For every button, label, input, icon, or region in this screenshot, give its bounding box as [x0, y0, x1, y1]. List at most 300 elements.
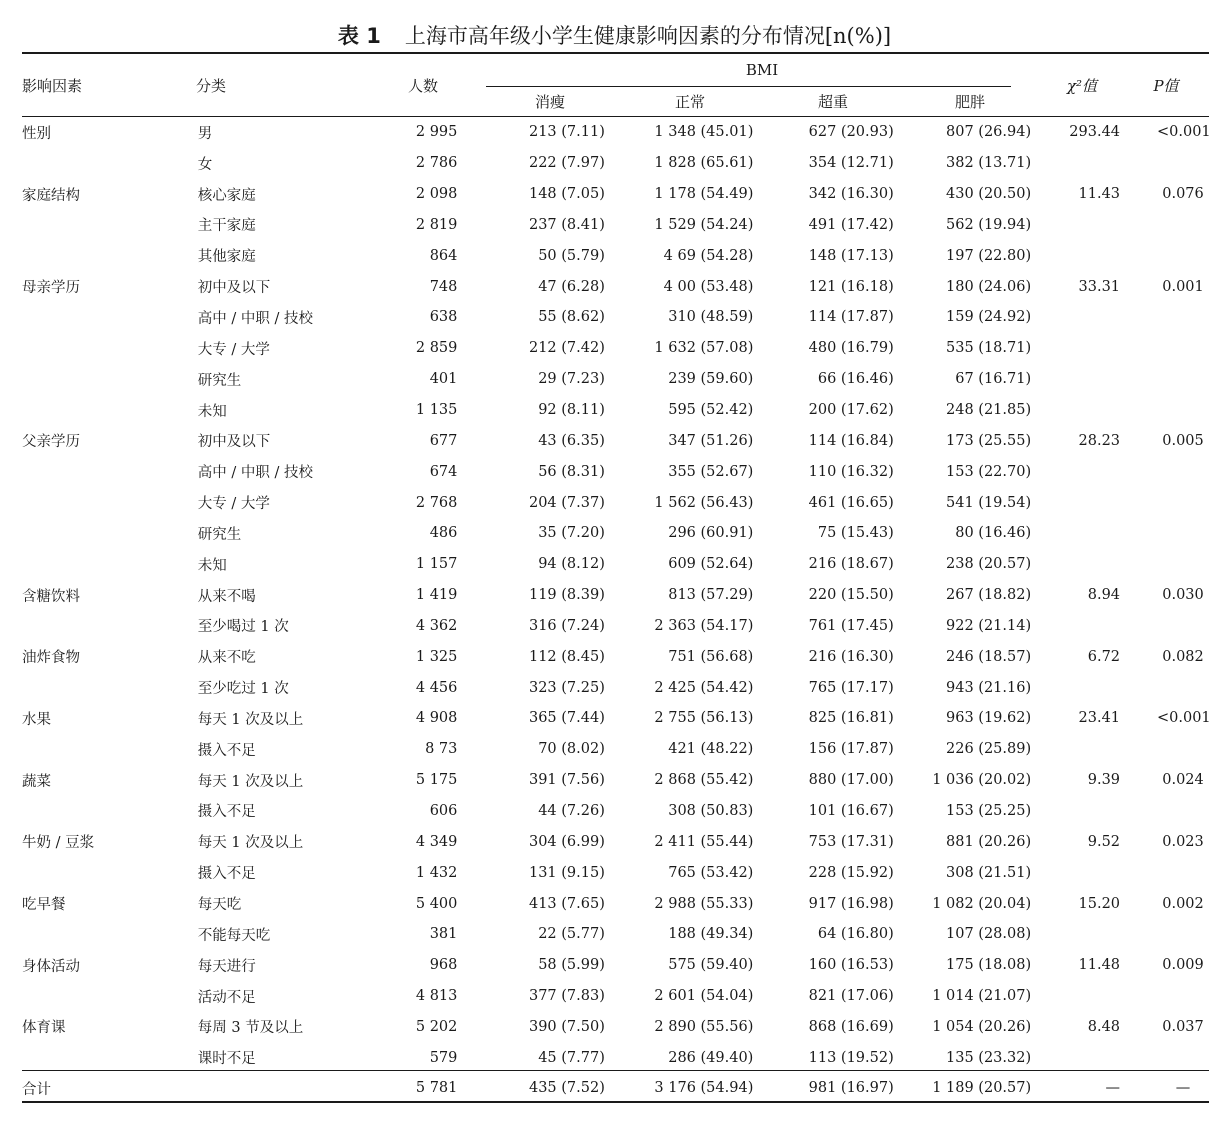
cell-over: 627 (20.93) — [808, 124, 894, 141]
cell-chi: 293.44 — [1069, 124, 1121, 141]
table-row — [22, 271, 1209, 302]
cell-normal: 813 (57.29) — [668, 587, 754, 604]
cell-count: 4 349 — [415, 833, 458, 850]
cell-over: 491 (17.42) — [808, 216, 894, 233]
cell-thin: 304 (6.99) — [528, 833, 605, 850]
table-row — [22, 703, 1209, 734]
cell-over: 461 (16.65) — [808, 494, 894, 511]
p-value: <0.001 — [1157, 710, 1211, 727]
cell-over: 342 (16.30) — [808, 186, 894, 203]
cell-chi: 23.41 — [1078, 710, 1121, 727]
cell-obese: 267 (18.82) — [946, 587, 1032, 604]
cell-chi — [1031, 734, 1120, 765]
cell-obese: 807 (26.94) — [946, 124, 1032, 141]
cell-obese: 159 (24.92) — [946, 309, 1032, 326]
p-value: 0.037 — [1162, 1018, 1204, 1035]
cell-obese: 943 (21.16) — [946, 679, 1032, 696]
cell-obese: 246 (18.57) — [946, 648, 1032, 665]
cell-thin: 56 (8.31) — [538, 463, 605, 480]
cell-over: 354 (12.71) — [808, 155, 894, 172]
cell-count: 2 786 — [415, 155, 458, 172]
cell-thin: 435 (7.52) — [528, 1080, 605, 1097]
cell-p — [1120, 179, 1209, 210]
cell-factor: 身体活动 — [22, 958, 80, 975]
table-row — [22, 1042, 1209, 1073]
cell-over: 156 (17.87) — [808, 741, 894, 758]
cell-count: 864 — [429, 247, 458, 264]
cell-p — [1120, 888, 1209, 919]
cell-factor — [22, 395, 198, 426]
cell-over: 75 (15.43) — [817, 525, 894, 542]
cell-thin: 390 (7.50) — [528, 1018, 605, 1035]
cell-cat: 每天吃 — [197, 897, 242, 914]
table-row — [22, 641, 1209, 672]
cell-obese: 541 (19.54) — [946, 494, 1032, 511]
cell-chi: 15.20 — [1078, 895, 1121, 912]
total-row — [22, 1073, 1209, 1103]
cell-obese: 197 (22.80) — [946, 247, 1032, 264]
cell-cat: 高中 / 中职 / 技校 — [197, 310, 313, 327]
cell-thin: 413 (7.65) — [528, 895, 605, 912]
cell-p — [1120, 456, 1209, 487]
cell-cat: 研究生 — [197, 372, 242, 389]
cell-obese: 382 (13.71) — [946, 155, 1032, 172]
cell-thin: 377 (7.83) — [528, 988, 605, 1005]
cell-cat: 研究生 — [197, 526, 242, 543]
cell-chi — [1031, 518, 1120, 549]
cell-factor: 母亲学历 — [22, 280, 80, 297]
cell-p — [1120, 611, 1209, 642]
cell-cat: 每周 3 节及以上 — [197, 1020, 304, 1037]
cell-p — [1120, 487, 1209, 518]
cell-factor — [22, 518, 198, 549]
table-title: 上海市高年级小学生健康影响因素的分布情况[n(%)] — [404, 24, 892, 48]
cell-chi: 6.72 — [1087, 648, 1121, 665]
cell-obese: 153 (22.70) — [946, 463, 1032, 480]
cell-factor: 水果 — [22, 711, 51, 728]
cell-p — [1120, 796, 1209, 827]
cell-p — [1120, 333, 1209, 364]
header-obese: 肥胖 — [954, 93, 986, 111]
p-value: 0.023 — [1162, 833, 1204, 850]
data-table — [22, 117, 1209, 1103]
cell-count: 2 819 — [415, 216, 458, 233]
header-count: 人数 — [408, 77, 439, 95]
cell-normal: 575 (59.40) — [668, 957, 754, 974]
table-row — [22, 580, 1209, 611]
cell-factor — [22, 549, 198, 580]
cell-normal: 4 00 (53.48) — [663, 278, 754, 295]
cell-count: 2 098 — [415, 186, 458, 203]
cell-count: 5 781 — [415, 1080, 458, 1097]
cell-thin: 58 (5.99) — [538, 957, 605, 974]
table-row — [22, 210, 1209, 241]
cell-over: 220 (15.50) — [808, 587, 894, 604]
cell-normal: 1 529 (54.24) — [654, 216, 754, 233]
cell-cat: 初中及以下 — [197, 280, 271, 297]
table-row — [22, 425, 1209, 456]
table-row — [22, 611, 1209, 642]
cell-factor: 家庭结构 — [22, 187, 80, 204]
cell-p — [1120, 857, 1209, 888]
cell-p — [1120, 826, 1209, 857]
cell-normal: 1 828 (65.61) — [654, 155, 754, 172]
cell-p — [1120, 425, 1209, 456]
cell-thin: 148 (7.05) — [528, 186, 605, 203]
table-row — [22, 302, 1209, 333]
cell-factor — [22, 210, 198, 241]
cell-factor — [22, 302, 198, 333]
cell-cat: 未知 — [197, 403, 227, 420]
cell-thin: 70 (8.02) — [538, 741, 605, 758]
table-row — [22, 857, 1209, 888]
cell-count: 4 362 — [415, 617, 458, 634]
cell-count: 486 — [429, 525, 458, 542]
cell-count: 606 — [429, 802, 458, 819]
cell-normal: 1 178 (54.49) — [654, 186, 754, 203]
cell-p — [1120, 734, 1209, 765]
cell-normal: 2 890 (55.56) — [654, 1018, 754, 1035]
cell-normal: 765 (53.42) — [668, 864, 754, 881]
cell-over: 160 (16.53) — [808, 957, 894, 974]
cell-cat: 活动不足 — [197, 989, 256, 1006]
cell-over: 216 (18.67) — [808, 556, 894, 573]
cell-factor — [22, 1042, 198, 1073]
cell-factor — [22, 981, 198, 1012]
header-bmi: BMI — [745, 61, 779, 79]
cell-chi: 9.39 — [1087, 772, 1121, 789]
cell-p — [1120, 1011, 1209, 1042]
cell-normal: 2 363 (54.17) — [654, 617, 754, 634]
p-value: 0.001 — [1162, 278, 1204, 295]
cell-over: 110 (16.32) — [808, 463, 894, 480]
cell-thin: 92 (8.11) — [538, 402, 605, 419]
cell-count: 5 202 — [415, 1018, 458, 1035]
cell-factor — [22, 487, 198, 518]
cell-obese: 153 (25.25) — [946, 802, 1032, 819]
cell-over: 114 (17.87) — [808, 309, 894, 326]
cell-chi: 8.48 — [1087, 1018, 1121, 1035]
cell-factor — [22, 796, 198, 827]
cell-chi — [1031, 1042, 1120, 1073]
cell-over: 64 (16.80) — [817, 926, 894, 943]
table-caption — [0, 20, 1229, 50]
cell-count: 748 — [429, 278, 458, 295]
cell-factor: 含糖饮料 — [22, 588, 80, 605]
cell-normal: 2 988 (55.33) — [654, 895, 754, 912]
p-value: 0.009 — [1162, 957, 1204, 974]
cell-thin: 391 (7.56) — [528, 772, 605, 789]
cell-chi — [1031, 796, 1120, 827]
cell-cat: 核心家庭 — [197, 187, 256, 204]
cell-obese: 1 054 (20.26) — [932, 1018, 1032, 1035]
table-row — [22, 734, 1209, 765]
cell-factor: 性别 — [22, 125, 51, 142]
cell-obese: 562 (19.94) — [946, 216, 1032, 233]
cell-thin: 213 (7.11) — [528, 124, 605, 141]
cell-factor: 吃早餐 — [22, 897, 66, 914]
cell-thin: 237 (8.41) — [528, 216, 605, 233]
cell-factor: 蔬菜 — [22, 773, 51, 790]
cell-factor: 体育课 — [22, 1020, 66, 1037]
cell-cat: 每天 1 次及以上 — [197, 835, 304, 852]
cell-count: 381 — [429, 926, 458, 943]
cell-thin: 316 (7.24) — [528, 617, 605, 634]
table-row — [22, 950, 1209, 981]
cell-obese: 1 189 (20.57) — [932, 1080, 1032, 1097]
cell-thin: 55 (8.62) — [538, 309, 605, 326]
cell-chi — [1031, 672, 1120, 703]
cell-chi — [1031, 395, 1120, 426]
cell-obese: 248 (21.85) — [946, 402, 1032, 419]
cell-obese: 1 014 (21.07) — [932, 988, 1032, 1005]
table-row — [22, 765, 1209, 796]
cell-chi — [1031, 148, 1120, 179]
p-value: 0.024 — [1162, 772, 1204, 789]
cell-count: 2 995 — [415, 124, 458, 141]
cell-cat: 每天进行 — [197, 958, 256, 975]
cell-count: 5 175 — [415, 772, 458, 789]
cell-obese: 308 (21.51) — [946, 864, 1032, 881]
cell-cat — [198, 1073, 370, 1103]
cell-chi — [1031, 210, 1120, 241]
table-row — [22, 148, 1209, 179]
cell-cat: 大专 / 大学 — [197, 341, 270, 358]
cell-over: 880 (17.00) — [808, 772, 894, 789]
table-row — [22, 518, 1209, 549]
cell-over: 765 (17.17) — [808, 679, 894, 696]
cell-p — [1120, 981, 1209, 1012]
cell-normal: 1 562 (56.43) — [654, 494, 754, 511]
cell-chi: 8.94 — [1087, 587, 1121, 604]
cell-over: 113 (19.52) — [808, 1049, 894, 1066]
table-row — [22, 672, 1209, 703]
cell-factor — [22, 672, 198, 703]
cell-thin: 35 (7.20) — [538, 525, 605, 542]
table-row — [22, 1011, 1209, 1042]
header-thin: 消瘦 — [534, 93, 566, 111]
cell-factor: 油炸食物 — [22, 650, 80, 667]
cell-p — [1120, 240, 1209, 271]
cell-count: 5 400 — [415, 895, 458, 912]
cell-obese: 1 036 (20.02) — [932, 772, 1032, 789]
cell-chi — [1031, 857, 1120, 888]
cell-over: 228 (15.92) — [808, 864, 894, 881]
cell-obese: 226 (25.89) — [946, 741, 1032, 758]
cell-factor — [22, 734, 198, 765]
cell-count: 1 432 — [415, 864, 458, 881]
cell-factor — [22, 333, 198, 364]
cell-obese: 430 (20.50) — [946, 186, 1032, 203]
header-normal: 正常 — [674, 93, 706, 111]
cell-factor: 牛奶 / 豆浆 — [22, 835, 95, 852]
cell-chi: — — [1105, 1080, 1121, 1097]
cell-cat: 至少喝过 1 次 — [197, 619, 289, 636]
p-value: <0.001 — [1157, 124, 1211, 141]
table-body — [22, 117, 1209, 1103]
table-row — [22, 796, 1209, 827]
cell-obese: 238 (20.57) — [946, 556, 1032, 573]
cell-chi — [1031, 611, 1120, 642]
cell-over: 761 (17.45) — [808, 617, 894, 634]
cell-obese: 175 (18.08) — [946, 957, 1032, 974]
cell-p — [1120, 765, 1209, 796]
cell-cat: 至少吃过 1 次 — [197, 681, 289, 698]
cell-obese: 1 082 (20.04) — [932, 895, 1032, 912]
cell-chi: 11.48 — [1078, 957, 1121, 974]
table-row — [22, 487, 1209, 518]
cell-obese: 107 (28.08) — [946, 926, 1032, 943]
cell-factor — [22, 148, 198, 179]
cell-obese: 67 (16.71) — [955, 371, 1032, 388]
table-row — [22, 240, 1209, 271]
table-row — [22, 549, 1209, 580]
cell-over: 101 (16.67) — [808, 802, 894, 819]
cell-cat: 主干家庭 — [197, 218, 256, 235]
cell-over: 148 (17.13) — [808, 247, 894, 264]
cell-over: 480 (16.79) — [808, 340, 894, 357]
cell-factor — [22, 456, 198, 487]
cell-thin: 323 (7.25) — [528, 679, 605, 696]
cell-normal: 751 (56.68) — [668, 648, 754, 665]
cell-count: 401 — [429, 371, 458, 388]
cell-p — [1120, 1042, 1209, 1073]
cell-thin: 119 (8.39) — [528, 587, 605, 604]
table-row — [22, 981, 1209, 1012]
cell-p — [1120, 1073, 1209, 1103]
cell-normal: 4 69 (54.28) — [663, 247, 754, 264]
cell-p — [1120, 641, 1209, 672]
cell-thin: 204 (7.37) — [528, 494, 605, 511]
cell-p — [1120, 549, 1209, 580]
header-chi2: χ²值 — [1066, 77, 1098, 95]
cell-p — [1120, 518, 1209, 549]
header-overweight: 超重 — [817, 93, 849, 111]
table-row — [22, 456, 1209, 487]
cell-cat: 课时不足 — [197, 1051, 256, 1068]
cell-chi: 11.43 — [1078, 186, 1121, 203]
cell-thin: 112 (8.45) — [528, 648, 605, 665]
cell-normal: 1 348 (45.01) — [654, 124, 754, 141]
table-row — [22, 117, 1209, 148]
p-value: — — [1175, 1080, 1191, 1097]
table-number: 表 1 — [337, 24, 381, 48]
cell-factor — [22, 857, 198, 888]
cell-thin: 47 (6.28) — [538, 278, 605, 295]
cell-count: 579 — [429, 1049, 458, 1066]
cell-thin: 29 (7.23) — [538, 371, 605, 388]
cell-normal: 2 425 (54.42) — [654, 679, 754, 696]
cell-p — [1120, 395, 1209, 426]
cell-cat: 未知 — [197, 557, 227, 574]
cell-cat: 男 — [197, 125, 213, 142]
cell-over: 753 (17.31) — [808, 833, 894, 850]
cell-thin: 50 (5.79) — [538, 247, 605, 264]
cell-normal: 3 176 (54.94) — [654, 1080, 754, 1097]
cell-cat: 大专 / 大学 — [197, 496, 270, 513]
cell-obese: 135 (23.32) — [946, 1049, 1032, 1066]
cell-cat: 其他家庭 — [197, 249, 256, 266]
cell-over: 216 (16.30) — [808, 648, 894, 665]
p-value: 0.030 — [1162, 587, 1204, 604]
cell-p — [1120, 210, 1209, 241]
cell-chi: 33.31 — [1078, 278, 1121, 295]
p-value: 0.082 — [1162, 648, 1204, 665]
cell-chi — [1031, 919, 1120, 950]
cell-chi: 28.23 — [1078, 432, 1121, 449]
cell-thin: 94 (8.12) — [538, 556, 605, 573]
header-p: P值 — [1153, 77, 1179, 95]
cell-thin: 222 (7.97) — [528, 155, 605, 172]
cell-obese: 180 (24.06) — [946, 278, 1032, 295]
cell-p — [1120, 364, 1209, 395]
cell-chi — [1031, 302, 1120, 333]
cell-over: 868 (16.69) — [808, 1018, 894, 1035]
cell-thin: 43 (6.35) — [538, 432, 605, 449]
cell-factor: 父亲学历 — [22, 434, 80, 451]
cell-normal: 188 (49.34) — [668, 926, 754, 943]
cell-chi — [1031, 333, 1120, 364]
cell-obese: 173 (25.55) — [946, 432, 1032, 449]
table-row — [22, 395, 1209, 426]
table-row — [22, 888, 1209, 919]
p-value: 0.076 — [1162, 186, 1204, 203]
table-row — [22, 179, 1209, 210]
cell-p — [1120, 271, 1209, 302]
cell-p — [1120, 580, 1209, 611]
cell-cat: 摄入不足 — [197, 804, 256, 821]
cell-cat: 初中及以下 — [197, 434, 271, 451]
cell-p — [1120, 950, 1209, 981]
cell-p — [1120, 302, 1209, 333]
table-row — [22, 333, 1209, 364]
cell-chi — [1031, 487, 1120, 518]
cell-thin: 44 (7.26) — [538, 802, 605, 819]
cell-count: 968 — [429, 957, 458, 974]
header-category: 分类 — [196, 77, 227, 95]
cell-over: 121 (16.18) — [808, 278, 894, 295]
cell-normal: 355 (52.67) — [668, 463, 754, 480]
cell-count: 1 419 — [415, 587, 458, 604]
cell-cat: 每天 1 次及以上 — [197, 711, 304, 728]
cell-over: 917 (16.98) — [808, 895, 894, 912]
cell-normal: 239 (59.60) — [668, 371, 754, 388]
cell-count: 677 — [429, 432, 458, 449]
cell-normal: 595 (52.42) — [668, 402, 754, 419]
cell-p — [1120, 117, 1209, 148]
cell-cat: 高中 / 中职 / 技校 — [197, 465, 313, 482]
cell-chi — [1031, 456, 1120, 487]
cell-normal: 2 411 (55.44) — [654, 833, 754, 850]
cell-normal: 2 755 (56.13) — [654, 710, 754, 727]
cell-p — [1120, 919, 1209, 950]
cell-chi — [1031, 240, 1120, 271]
cell-count: 638 — [429, 309, 458, 326]
cell-count: 2 859 — [415, 340, 458, 357]
cell-normal: 310 (48.59) — [668, 309, 754, 326]
cell-chi — [1031, 364, 1120, 395]
cell-cat: 每天 1 次及以上 — [197, 773, 304, 790]
cell-over: 821 (17.06) — [808, 988, 894, 1005]
cell-over: 200 (17.62) — [808, 402, 894, 419]
cell-obese: 881 (20.26) — [946, 833, 1032, 850]
cell-p — [1120, 148, 1209, 179]
cell-thin: 45 (7.77) — [538, 1049, 605, 1066]
table-row — [22, 919, 1209, 950]
cell-thin: 365 (7.44) — [528, 710, 605, 727]
cell-obese: 80 (16.46) — [955, 525, 1032, 542]
p-value: 0.002 — [1162, 895, 1204, 912]
